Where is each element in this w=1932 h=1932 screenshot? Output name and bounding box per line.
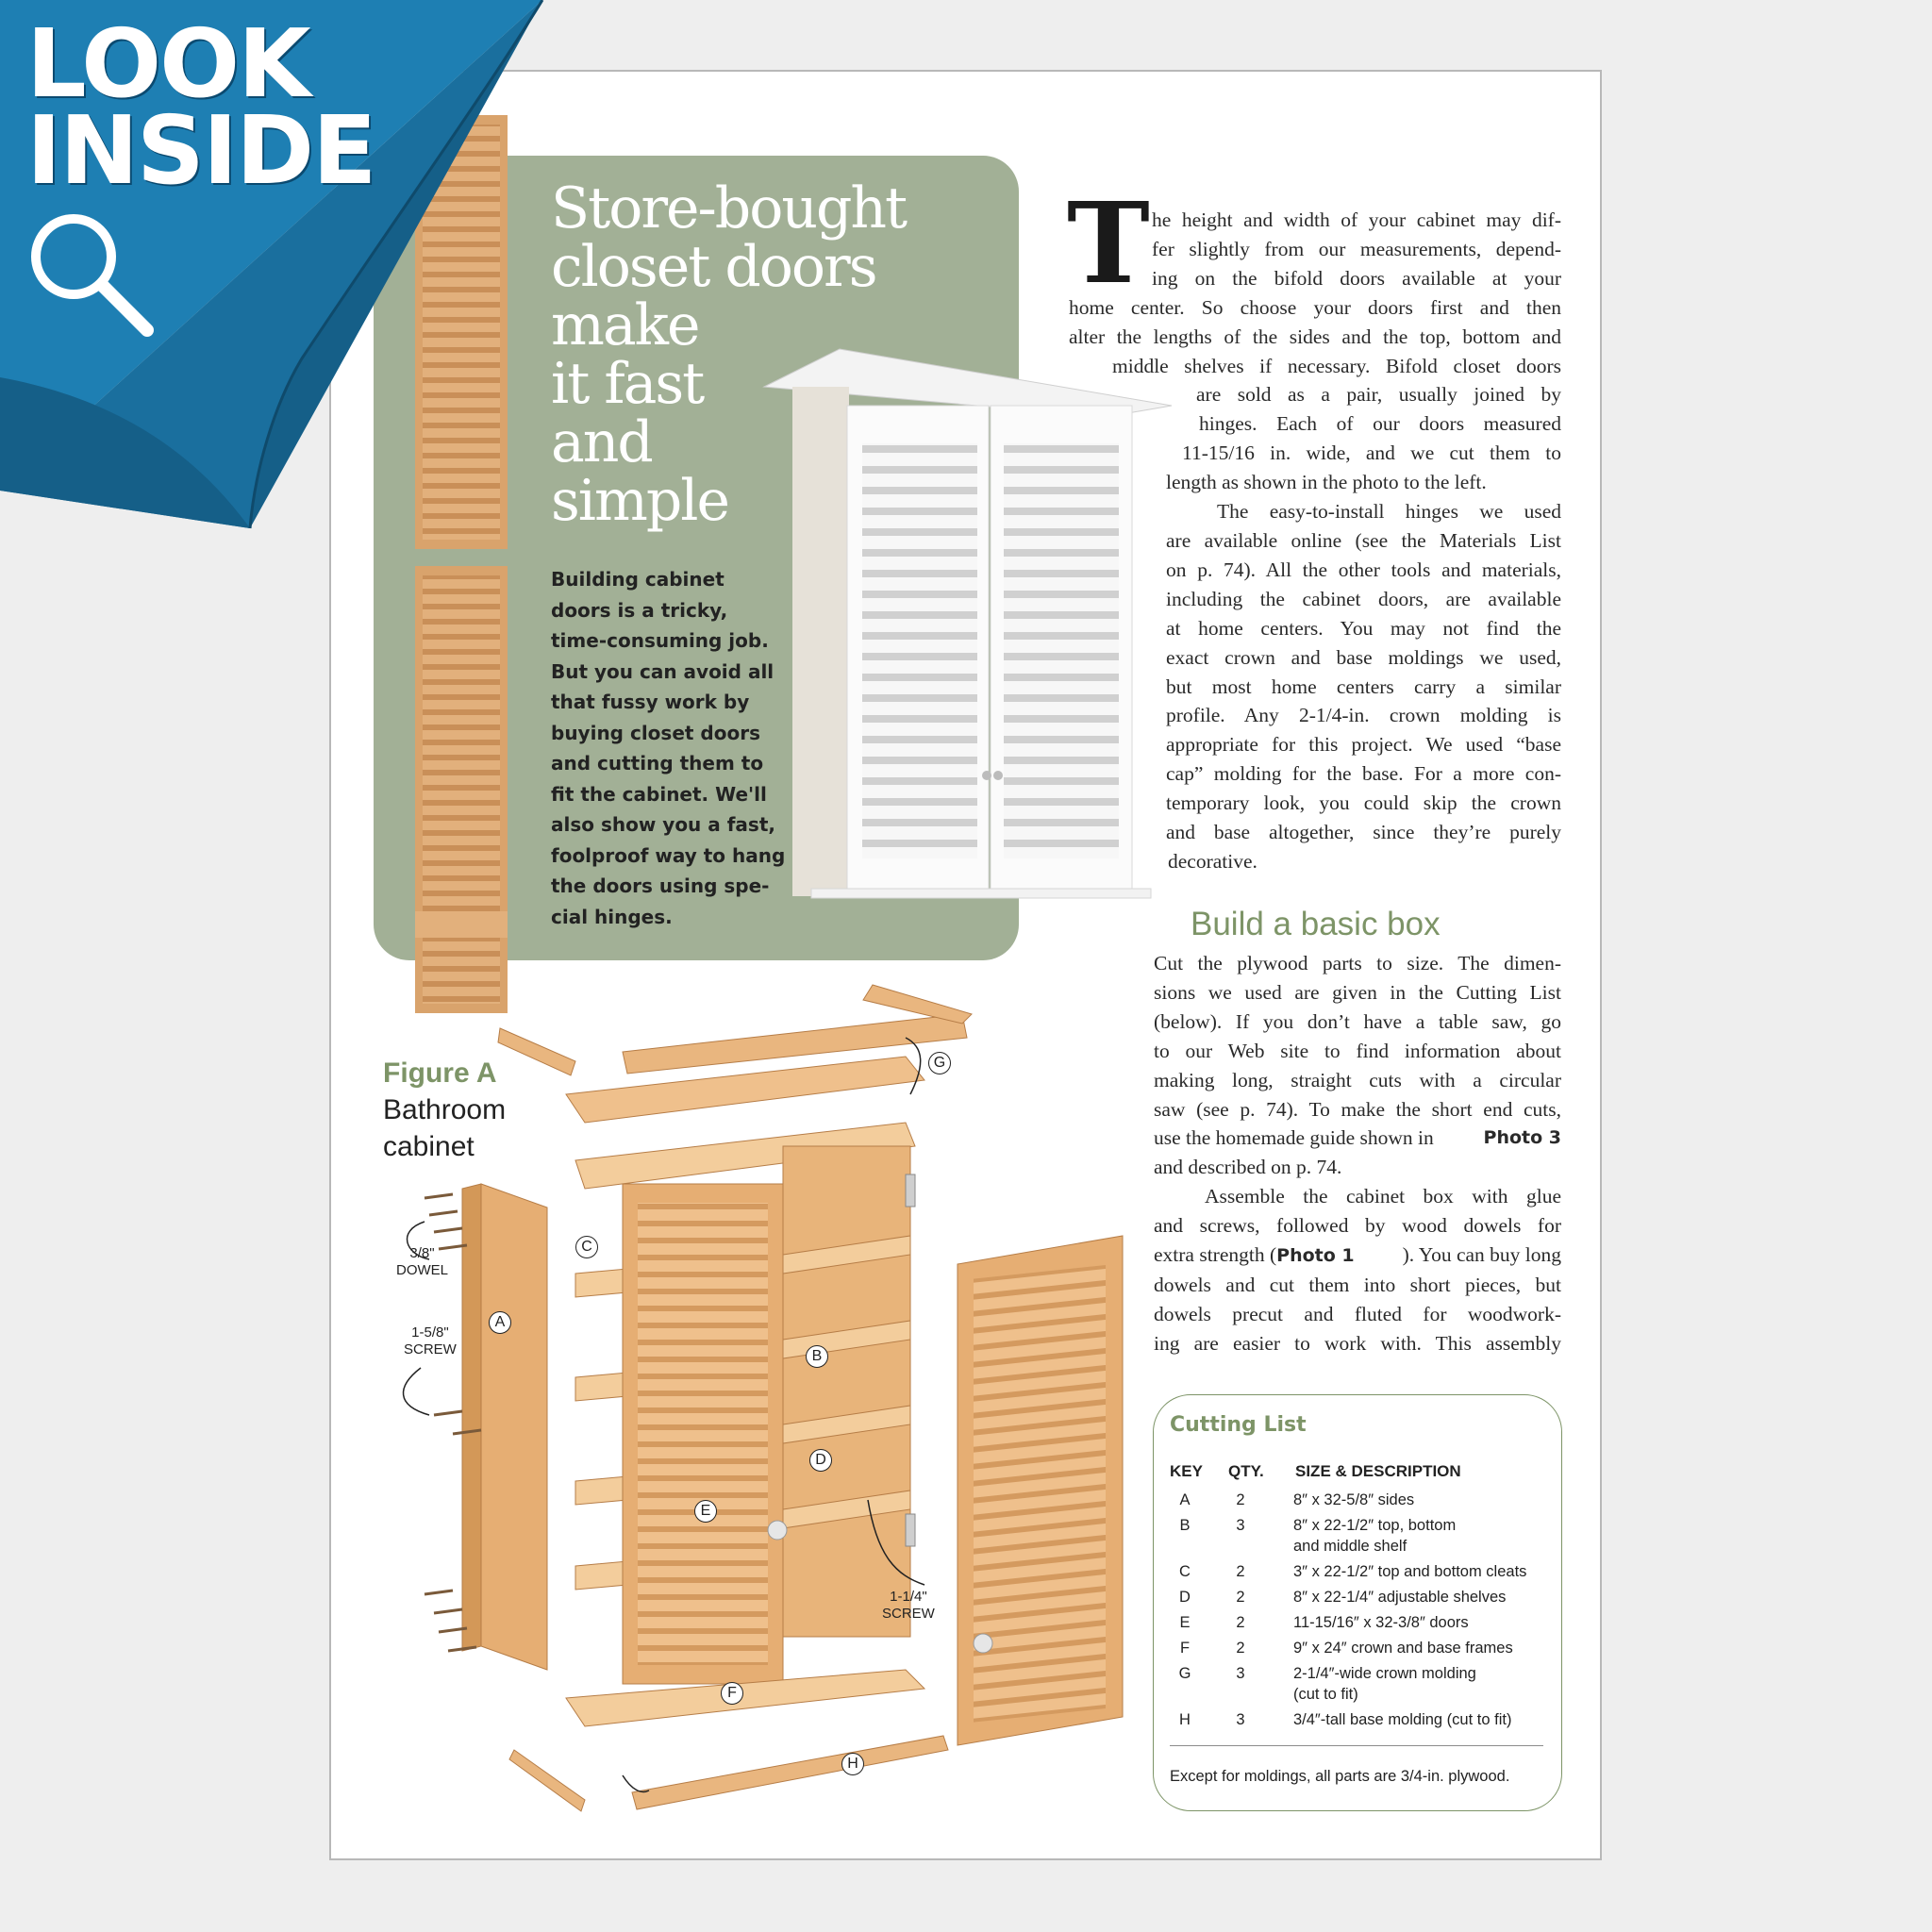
row-qty: 2 [1236,1491,1245,1508]
body-line: he height and width of your cabinet may dif- [1152,208,1561,231]
headline-line: make [551,292,699,358]
body-line: fer slightly from our measurements, depend- [1152,237,1561,260]
headline-line: it fast [551,351,704,417]
row-qty: 2 [1236,1589,1245,1606]
exploded-cabinet-illustration [396,972,1132,1821]
body-line: decorative. [1168,849,1257,873]
body-line: (below). If you don’t have a table saw, go [1154,1009,1561,1033]
deck-line: and cutting them to [551,752,764,774]
body-line: are sold as a pair, usually joined by [1196,383,1561,407]
body-line: on p. 74). All the other tools and materials, [1166,558,1561,581]
deck-line: fit the cabinet. We'll [551,782,767,806]
row-key: F [1179,1640,1191,1657]
body-line: 11-15/16 in. wide, and we cut them to [1182,441,1561,465]
body-line: The easy-to-install hinges we used [1217,500,1561,524]
body-line: to our Web site to find information about [1154,1039,1561,1062]
body-line: making long, straight cuts with a circular [1154,1068,1561,1091]
row-qty: 3 [1236,1665,1245,1682]
row-key: C [1179,1563,1191,1580]
row-desc: 11-15/16″ x 32-3/8″ doors [1293,1614,1469,1631]
screw-callout-a: 1-5/8" SCREW [404,1324,457,1357]
magnifier-icon [26,209,158,341]
body-line: ing on the bifold doors available at your [1152,266,1561,290]
headline-line: simple [551,468,728,534]
cutting-list-title: Cutting List [1170,1413,1307,1437]
row-key: D [1179,1589,1191,1606]
section-text [1154,949,1561,1358]
row-qty: 3 [1236,1711,1245,1728]
body-line: use the homemade guide shown in Photo 3 [1154,1124,1561,1153]
body-line: saw (see p. 74). To make the short end cuts, [1154,1097,1561,1121]
body-line: Cut the plywood parts to size. The dimen- [1154,952,1561,974]
row-desc: 3″ x 22-1/2″ top and bottom cleats [1293,1563,1527,1580]
row-desc: 3/4″-tall base molding (cut to fit) [1293,1711,1512,1728]
body-line: dowels precut and fluted for woodwork- [1154,1302,1561,1325]
deck-line: buying closet doors [551,721,760,744]
body-line: profile. Any 2-1/4-in. crown molding is [1166,704,1561,727]
row-key: B [1179,1517,1191,1534]
row-key: E [1179,1614,1191,1631]
deck-line: also show you a fast, [551,813,775,836]
deck-line: doors is a tricky, [551,598,728,622]
section-heading: Build a basic box [1191,906,1441,942]
body-line: sions we used are given in the Cutting List [1154,980,1561,1004]
dowel-callout: 3/8" DOWEL [396,1245,449,1278]
deck-line: the doors using spe- [551,874,770,897]
body-line: and base altogether, since they’re purely [1166,821,1561,844]
row-desc: 8″ x 22-1/2″ top, bottom and middle shelf [1293,1517,1457,1555]
deck-line: foolproof way to hang [551,843,786,867]
row-key: H [1179,1711,1191,1728]
body-line: temporary look, you could skip the crown [1166,791,1561,815]
body-line: alter the lengths of the sides and the top, bottom and [1069,325,1561,348]
row-qty: 2 [1236,1614,1245,1631]
screw-callout-b: 1-1/4" SCREW [882,1589,935,1622]
body-line: including the cabinet doors, are available [1166,587,1561,610]
key-label-a: A [489,1311,511,1334]
body-line: and described on p. 74. [1154,1156,1342,1179]
body-line: home center. So choose your doors first and then [1069,295,1561,319]
header-desc: SIZE & DESCRIPTION [1295,1462,1461,1480]
body-line: middle shelves if necessary. Bifold closet doors [1112,354,1561,377]
row-key: A [1179,1491,1191,1508]
deck-line: that fussy work by [551,691,750,713]
row-qty: 2 [1236,1640,1245,1657]
key-label-b: B [806,1345,828,1368]
headline [551,175,947,534]
body-line: exact crown and base moldings we used, [1166,645,1561,669]
body-line: appropriate for this project. We used “base [1166,733,1561,757]
cutting-list-note: Except for moldings, all parts are 3/4-in. plywood. [1170,1768,1510,1785]
row-desc: 8″ x 22-1/4″ adjustable shelves [1293,1589,1507,1606]
key-label-e: E [694,1500,717,1523]
row-desc: 9″ x 24″ crown and base frames [1293,1640,1513,1657]
row-key: G [1178,1665,1191,1682]
key-label-g: G [928,1052,951,1074]
drop-cap: T [1067,177,1150,308]
deck-line: time-consuming job. [551,629,769,652]
key-label-d: D [809,1449,832,1472]
photo-1-reference[interactable]: Photo 1 [1276,1245,1355,1267]
body-line: ing are easier to work with. This assembly [1154,1331,1561,1355]
key-label-h: H [841,1753,864,1775]
body-line: Assemble the cabinet box with glue [1205,1185,1561,1208]
body-line: and screws, followed by wood dowels for [1154,1214,1561,1238]
body-line: are available online (see the Materials List [1166,528,1561,552]
headline-line: and [551,409,652,475]
row-desc: 8″ x 32-5/8″ sides [1293,1491,1415,1508]
header-qty: QTY. [1228,1462,1264,1480]
header-key: KEY [1170,1462,1203,1480]
body-line: length as shown in the photo to the left. [1166,471,1487,494]
figure-title-line: Bathroom [383,1094,507,1125]
banner-line-look: LOOK [26,8,309,119]
figure-label: Figure A [383,1058,497,1089]
headline-line: closet doors [551,234,876,300]
row-desc: 2-1/4″-wide crown molding (cut to fit) [1293,1665,1476,1703]
divider [1170,1745,1543,1746]
photo-3-reference[interactable]: Photo 3 [1483,1127,1561,1149]
deck-line: cial hinges. [551,905,673,928]
body-line: cap” molding for the base. For a more con- [1166,762,1561,786]
figure-title-line: cabinet [383,1131,475,1162]
key-label-f: F [721,1682,743,1705]
row-qty: 2 [1236,1563,1245,1580]
body-line: extra strength (Photo 1 ). You can buy long [1154,1243,1561,1267]
deck-text [551,564,787,932]
body-line: at home centers. You may not find the [1166,616,1561,640]
headline-line: Store-bought [551,175,907,242]
key-label-c: C [575,1236,598,1258]
deck-line: But you can avoid all [551,659,774,683]
body-line: but most home centers carry a similar [1166,675,1561,698]
body-line: dowels and cut them into short pieces, but [1154,1273,1561,1296]
row-qty: 3 [1236,1517,1245,1534]
banner-line-inside: INSIDE [26,95,375,206]
intro-text [1069,206,1561,876]
body-line: hinges. Each of our doors measured [1199,412,1561,436]
deck-line: Building cabinet [551,568,724,591]
